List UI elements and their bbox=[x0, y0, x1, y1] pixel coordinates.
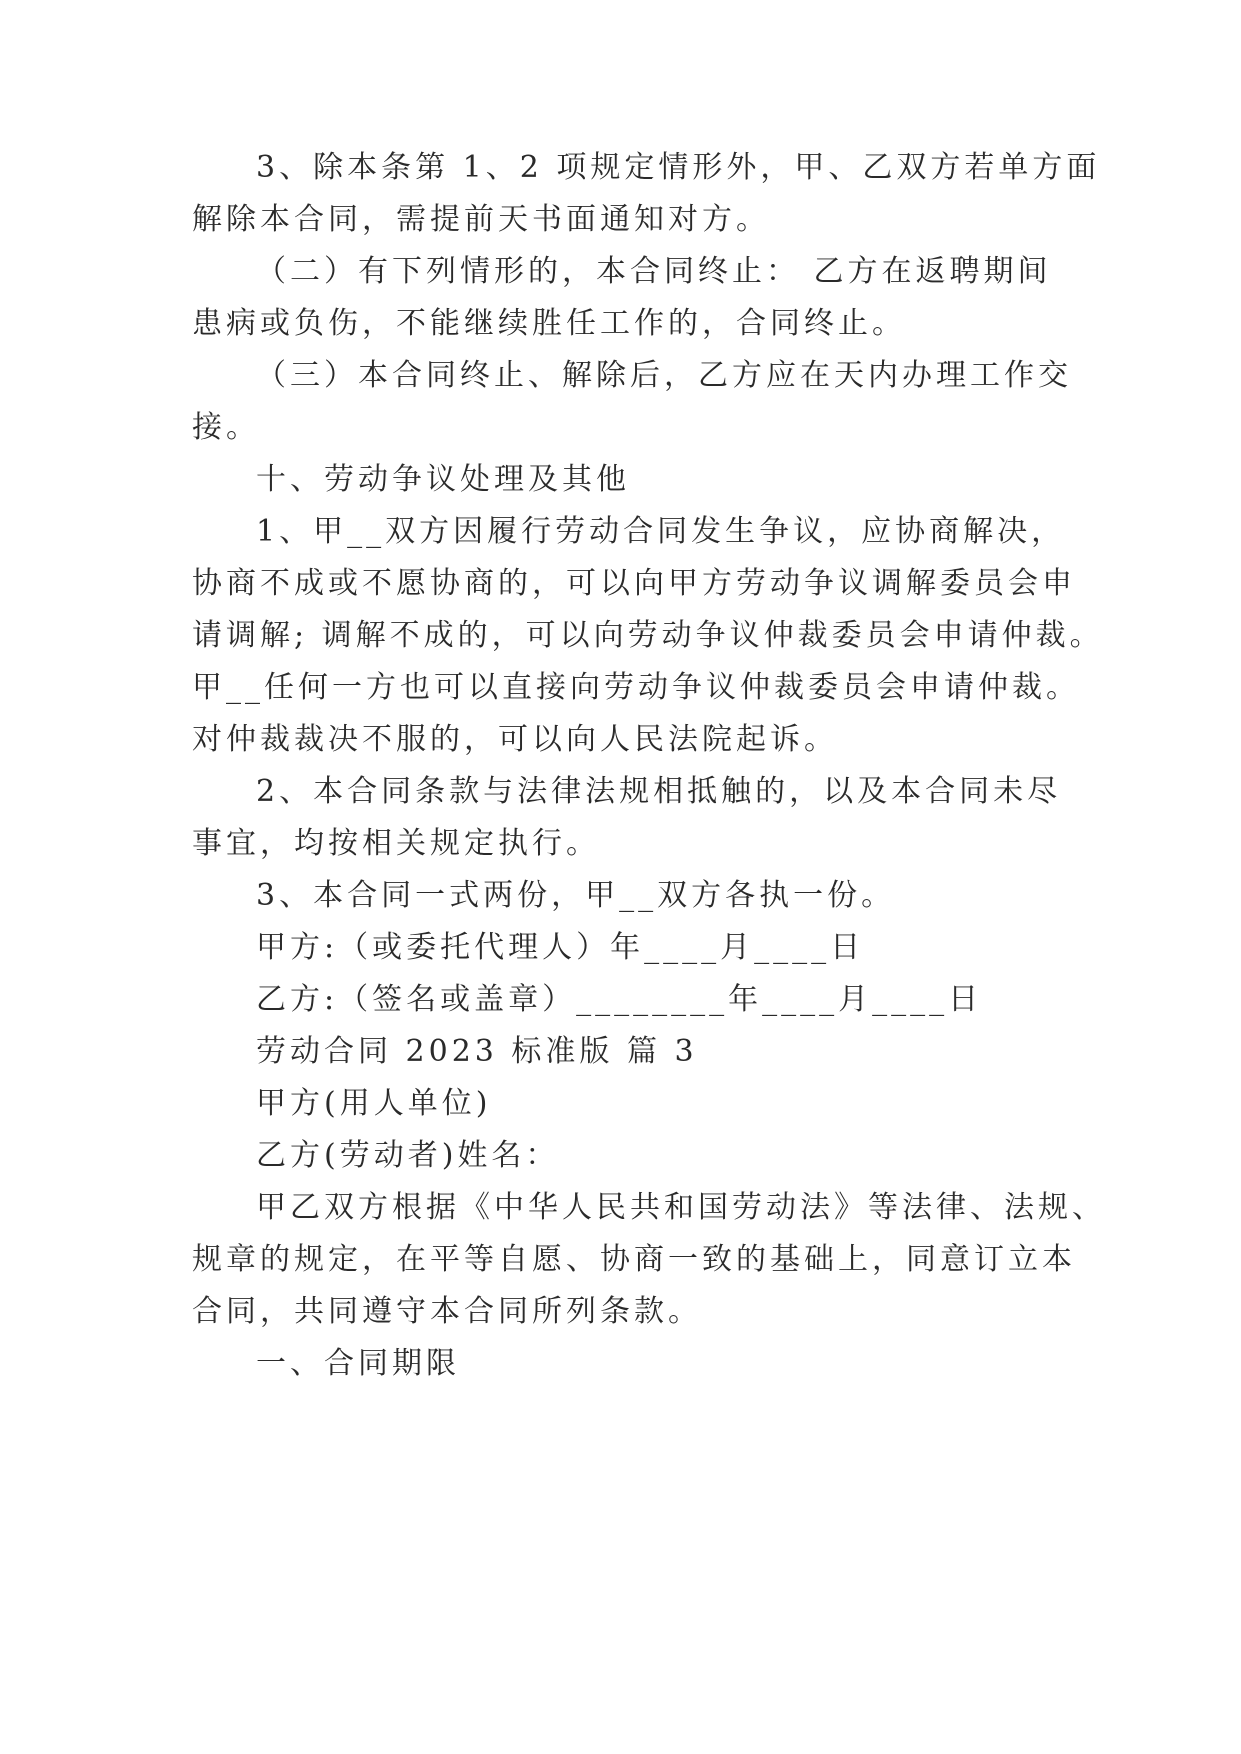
text-line: 规章的规定，在平等自愿、协商一致的基础上，同意订立本 bbox=[192, 1242, 1076, 1277]
text-line: 3、本合同一式两份，甲__双方各执一份。 bbox=[256, 878, 896, 913]
text-line: 解除本合同，需提前天书面通知对方。 bbox=[192, 202, 770, 237]
signature-line-party-a: 甲方:（或委托代理人）年____月____日 bbox=[256, 930, 865, 965]
text-line: 甲乙双方根据《中华人民共和国劳动法》等法律、法规、 bbox=[256, 1190, 1106, 1225]
text-line: 请调解; 调解不成的，可以向劳动争议仲裁委员会申请仲裁。 bbox=[192, 618, 1104, 653]
section-heading: 十、劳动争议处理及其他 bbox=[256, 462, 630, 497]
text-line: 2、本合同条款与法律法规相抵触的，以及本合同未尽 bbox=[256, 774, 1062, 809]
text-line: 事宜，均按相关规定执行。 bbox=[192, 826, 600, 861]
text-line: 甲__任何一方也可以直接向劳动争议仲裁委员会申请仲裁。 bbox=[192, 670, 1080, 705]
text-line: 合同，共同遵守本合同所列条款。 bbox=[192, 1294, 702, 1329]
text-line: 3、除本条第 1、2 项规定情形外，甲、乙双方若单方面 bbox=[256, 150, 1101, 185]
party-b-label: 乙方(劳动者)姓名： bbox=[256, 1138, 560, 1173]
text-line: 接。 bbox=[192, 410, 260, 445]
text-line: 协商不成或不愿协商的，可以向甲方劳动争议调解委员会申 bbox=[192, 566, 1076, 601]
text-line: 1、甲__双方因履行劳动合同发生争议，应协商解决， bbox=[256, 514, 1066, 549]
text-line: （三）本合同终止、解除后，乙方应在天内办理工作交 bbox=[256, 358, 1072, 393]
text-line: 患病或负伤，不能继续胜任工作的，合同终止。 bbox=[192, 306, 906, 341]
document-title: 劳动合同 2023 标准版 篇 3 bbox=[256, 1034, 698, 1069]
section-heading: 一、合同期限 bbox=[256, 1346, 460, 1381]
party-a-label: 甲方(用人单位) bbox=[256, 1086, 492, 1121]
text-line: 对仲裁裁决不服的，可以向人民法院起诉。 bbox=[192, 722, 838, 757]
signature-line-party-b: 乙方:（签名或盖章）________年____月____日 bbox=[256, 982, 983, 1017]
text-line: （二）有下列情形的，本合同终止： 乙方在返聘期间 bbox=[256, 254, 1052, 289]
